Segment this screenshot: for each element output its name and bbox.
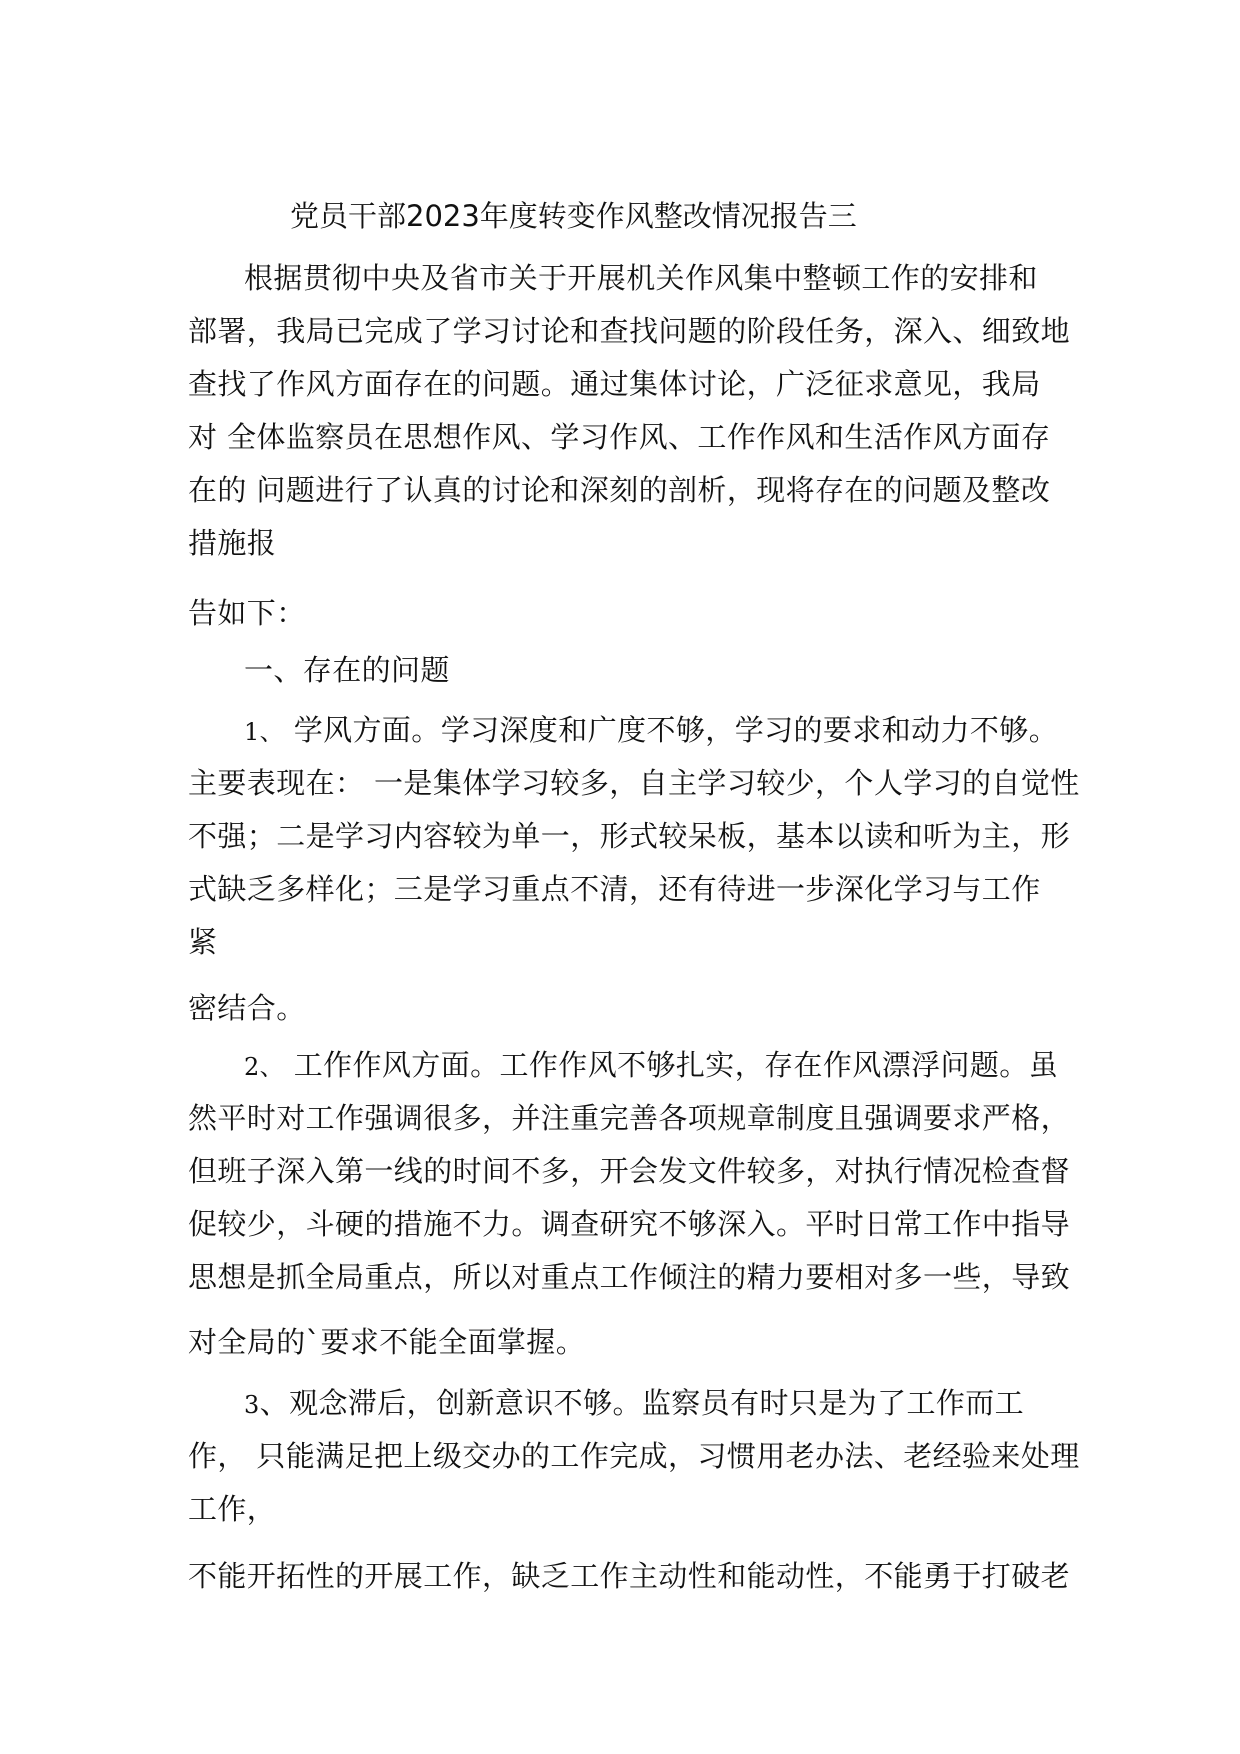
paragraph-line: 对 全体监察员在思想作风、学习作风、工作作风和生活作风方面存	[188, 420, 1051, 454]
paragraph-line: 在的 问题进行了认真的讨论和深刻的剖析，现将存在的问题及整改	[188, 473, 1051, 507]
paragraph-line: 促较少，斗硬的措施不力。调查研究不够深入。平时日常工作中指导	[188, 1207, 1071, 1241]
paragraph-line: 根据贯彻中央及省市关于开展机关作风集中整顿工作的安排和	[244, 261, 1038, 295]
paragraph-line: 思想是抓全局重点，所以对重点工作倾注的精力要相对多一些，导致	[188, 1260, 1071, 1294]
paragraph-line: 对全局的`要求不能全面掌握。	[188, 1325, 586, 1359]
paragraph-line: 但班子深入第一线的时间不多，开会发文件较多，对执行情况检查督	[188, 1154, 1071, 1188]
list-item-text: 、观念滞后，创新意识不够。监察员有时只是为了工作而工	[259, 1386, 1025, 1420]
paragraph-line: 式缺乏多样化；三是学习重点不清，还有待进一步深化学习与工作	[188, 872, 1041, 906]
list-item-heading	[244, 1383, 1024, 1425]
paragraph-line: 告如下：	[188, 596, 306, 630]
paragraph-line: 紧	[188, 925, 218, 959]
paragraph-line: 主要表现在： 一是集体学习较多，自主学习较少，个人学习的自觉性	[188, 766, 1080, 800]
list-number: 3	[244, 1391, 260, 1419]
paragraph-line: 工作，	[188, 1492, 277, 1526]
paragraph-line: 然平时对工作强调很多，并注重完善各项规章制度且强调要求严格，	[188, 1101, 1071, 1135]
list-number: 2、	[244, 1053, 285, 1081]
list-item-text: 学风方面。学习深度和广度不够，学习的要求和动力不够。	[293, 713, 1059, 747]
paragraph-line: 不强；二是学习内容较为单一，形式较呆板，基本以读和听为主，形	[188, 819, 1071, 853]
paragraph-line: 不能开拓性的开展工作，缺乏工作主动性和能动性，不能勇于打破老	[188, 1559, 1071, 1593]
document-title: 党员干部2023年度转变作风整改情况报告三	[290, 199, 857, 233]
list-item-text: 工作作风方面。工作作风不够扎实，存在作风漂浮问题。虽	[293, 1048, 1059, 1082]
paragraph-line: 部署，我局已完成了学习讨论和查找问题的阶段任务，深入、细致地	[188, 314, 1071, 348]
list-item-heading	[244, 1045, 1058, 1087]
section-heading: 一、存在的问题	[244, 653, 450, 687]
list-item-heading	[244, 710, 1058, 752]
paragraph-line: 措施报	[188, 526, 277, 560]
paragraph-line: 密结合。	[188, 991, 306, 1025]
paragraph-line: 查找了作风方面存在的问题。通过集体讨论，广泛征求意见，我局	[188, 367, 1041, 401]
paragraph-line: 作， 只能满足把上级交办的工作完成，习惯用老办法、老经验来处理	[188, 1439, 1080, 1473]
list-number: 1、	[244, 718, 285, 746]
